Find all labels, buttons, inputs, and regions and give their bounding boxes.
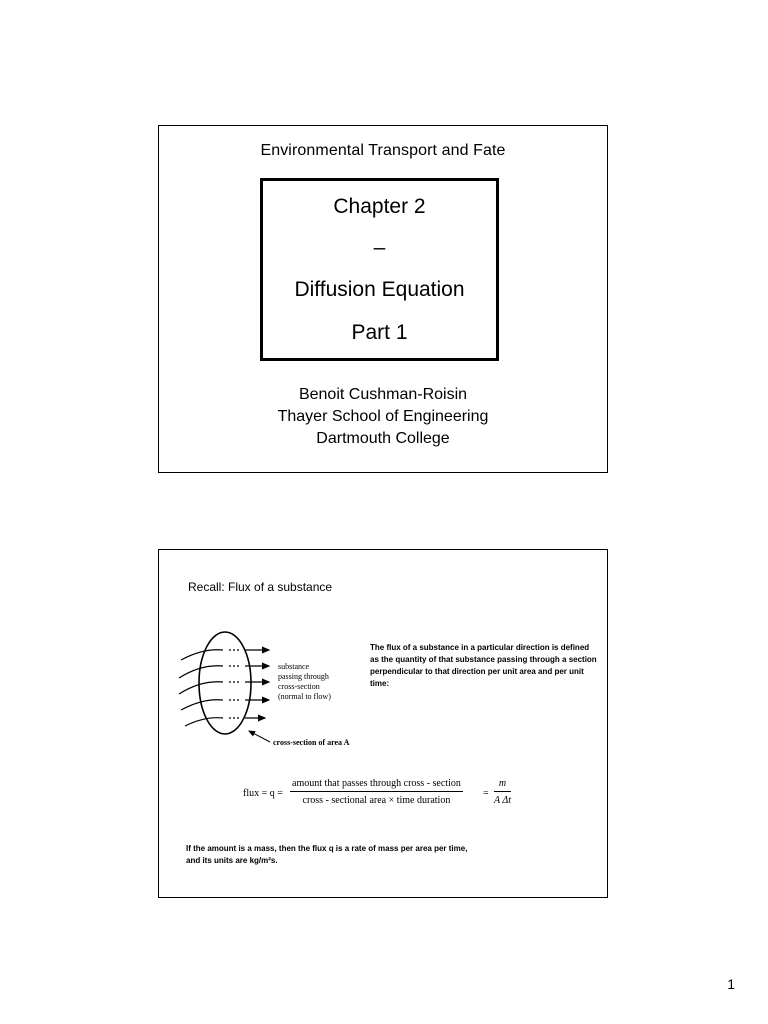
figure-label-normal: (normal to flow)	[278, 692, 331, 701]
page-number: 1	[727, 976, 735, 992]
author-name: Benoit Cushman-Roisin	[298, 386, 468, 403]
area-pointer-arrow	[249, 731, 270, 742]
chapter-title-box	[260, 178, 499, 361]
flux-definition: The flux of a substance in a particular direction is defined as the quantity of that substance passing through a section perpendicular to that direction per unit area and per unit time:	[370, 643, 597, 688]
slide-heading: Recall: Flux of a substance	[188, 580, 333, 594]
formula-rhs-fraction	[494, 778, 511, 806]
flux-formula	[243, 778, 533, 812]
formula-rhs-denominator: A Δt	[494, 795, 512, 806]
figure-label-substance: substance	[278, 662, 310, 671]
flux-cross-section-figure	[175, 628, 365, 748]
figure-label-cross-section: cross-section	[278, 682, 320, 691]
course-title: Environmental Transport and Fate	[260, 142, 506, 159]
units-note-line1: If the amount is a mass, then the flux q is a rate of mass per area per time,	[186, 844, 468, 853]
formula-rhs-numerator: m	[494, 778, 511, 792]
figure-label-area: cross-section of area A	[273, 738, 350, 747]
cross-section-diagram	[175, 628, 365, 748]
chapter-title: Diffusion Equation	[294, 278, 465, 301]
formula-numerator: amount that passes through cross - section	[290, 778, 463, 792]
author-school: Thayer School of Engineering	[277, 408, 489, 425]
part-label: Part 1	[351, 321, 408, 344]
formula-main-fraction	[290, 778, 463, 806]
flux-slide	[158, 549, 608, 898]
figure-label-passing: passing through	[278, 672, 329, 681]
formula-equals: =	[483, 788, 489, 799]
chapter-label: Chapter 2	[333, 195, 426, 218]
formula-denominator: cross - sectional area × time duration	[302, 795, 451, 806]
title-slide	[158, 125, 608, 473]
units-note	[186, 843, 586, 867]
author-college: Dartmouth College	[316, 430, 450, 447]
author-block	[159, 384, 607, 450]
formula-lhs: flux = q =	[243, 788, 283, 799]
title-dash: –	[373, 236, 386, 259]
units-note-line2: and its units are kg/m²s.	[186, 856, 278, 865]
